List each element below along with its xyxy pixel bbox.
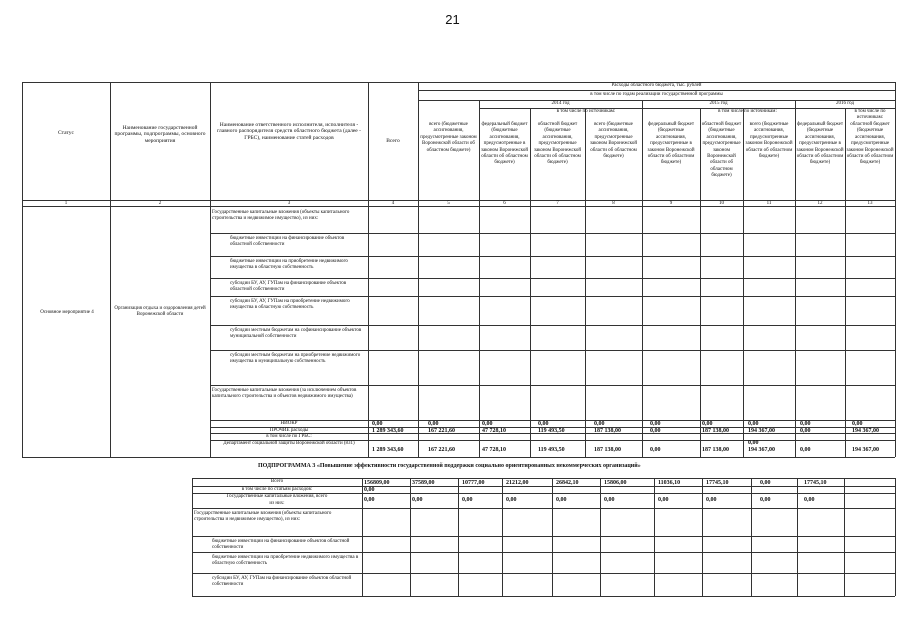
year-2015: 2015 год [709,101,728,106]
col-number-5: 5 [447,201,450,206]
section1-row-8: Государственные капитальные вложения (за исключением объектов капитального строительства и объектов недвижимого имущества) [212,388,357,400]
sources-2016: в том числе по источникам: [854,109,886,121]
col-line [410,478,411,596]
section1-row-2: бюджетные инвестиции на финансирование объектов областной собственности [230,236,345,248]
col-status: Статус [58,130,74,136]
prochie-value: 47 728,10 [482,428,506,434]
dept-value: 187 138,00 [702,447,729,453]
prochie-value: 194 367,00 [748,428,775,434]
col-line [552,478,553,596]
niokr-value: 0,00 [702,421,713,427]
row-line [210,278,895,279]
prochie-value: 187 138,00 [594,428,621,434]
section2-cap-value: 0,00 [658,497,669,503]
dept-value: 119 493,50 [538,447,565,453]
col-number-11: 11 [766,201,772,206]
row-line [210,385,895,386]
subprogram-title: ПОДПРОГРАММА 3 «Повышение эффективности государственной поддержки социально ориентированных некоммерческих организаций» [258,463,641,469]
dept-value: 194 367,00 [748,447,775,453]
section2-total-value: 17745,10 [706,480,729,486]
col-line [458,478,459,596]
row-line [192,552,895,553]
row-line [210,325,895,326]
col-line [895,478,896,596]
col-number-12: 12 [817,201,823,206]
section2-total-value: 15806,00 [604,480,627,486]
prochie-value: 1 289 343,60 [372,428,404,434]
col-total: Всего [386,138,400,144]
section1-row-4: субсидии БУ, АУ, ГУПам на финансирование объектов областной собственности [230,281,347,293]
row-line [192,536,895,537]
col-line [600,478,601,596]
col-number-3: 3 [287,201,291,206]
col-line [751,478,752,596]
niokr-value: 0,00 [800,421,811,427]
row-line [210,233,895,234]
col-line [702,478,703,596]
section2-cap-value: 0,00 [604,497,615,503]
section1-name: Организация отдыха и оздоровления детей Воронежской области [114,306,206,318]
col-head-8: федеральный бюджет (бюджетные ассигнования, предусмотренные в законом Воронежской области об областном бюджете) [796,122,844,166]
niokr-label: НИОКР [280,421,298,426]
section1-row-6: субсидии местным бюджетам на софинансирование объектов муниципальной собственности [230,328,362,340]
section2-bottom [192,596,895,597]
col-number-2: 2 [158,201,162,206]
dept-value: 1 289 343,60 [372,447,404,453]
col-number-1: 1 [64,201,68,206]
dept-value: 0,00 [800,447,811,453]
section2-total-value: 37589,00 [412,480,435,486]
section2-cap-value: 0,00 [506,497,517,503]
col-line [844,478,845,596]
dept-label: Департамент социальной защиты Воронежской области (831) [223,441,355,446]
row-line [210,296,895,297]
prochie-value: 0,00 [650,428,661,434]
section2-cap-value: 0,00 [412,497,423,503]
section1-row-1: Государственные капитальные вложения (объекты капитального строительства и недвижимое имущество), из них: [212,210,350,222]
section2-row-2: бюджетные инвестиции на финансирование объектов областной собственности [212,539,350,551]
section1-status: Основное мероприятие 4 [40,310,94,315]
prochie-value: 194 367,00 [852,428,879,434]
col-head-2: федеральный бюджет (бюджетные ассигнования, предусмотренные в законом Воронежской области об областном бюджете) [480,122,529,166]
col-number-6: 6 [503,201,506,206]
prochie-label: ПРОЧИЕ расходы [269,428,309,433]
sources-2015: в том числе по источникам: [718,109,777,114]
niokr-value: 0,00 [372,421,383,427]
section2-cap-sub: из них: [269,501,285,506]
col-head-1: всего (бюджетные ассигнования, предусмотренные законом Воронежской области об областном бюджете) [420,122,477,153]
col-number-8: 8 [612,201,615,206]
col-number-10: 10 [719,201,724,206]
col-head-3: областной бюджет (бюджетные ассигнования, предусмотренные законом Воронежской области об областном бюджете) [533,122,582,166]
section2-row-4: субсидии БУ, АУ, ГУПам на финансирование объектов областной собственности [212,576,352,588]
niokr-value: 0,00 [852,421,863,427]
col-number-13: 13 [867,201,873,206]
col-head-9: областной бюджет (бюджетные ассигнования, предусмотренные законом Воронежской области об областном бюджете) [846,122,894,166]
col-executor: Наименование ответственного исполнителя, исполнителя - главного распорядителя средств областного бюджета (далее - ГРБС), наименование статей расходов [217,122,361,141]
grbs-label: в том числе по ГРБС: [266,434,312,439]
section2-cap-value: 0,00 [706,497,717,503]
dept-value: 194 367,00 [852,447,879,453]
col-head-4: всего (бюджетные ассигнования, предусмотренные законом Воронежской области об областном бюджете) [589,122,638,160]
niokr-value: 0,00 [748,421,759,427]
row-line [192,573,895,574]
niokr-value: 0,00 [482,421,493,427]
section2-cap-value: 0,00 [760,497,771,503]
header-by-years: в том числе по годам реализации государственной программы [590,92,723,97]
col-number-4: 4 [391,201,395,206]
col-head-7: всего (бюджетные ассигнования, предусмотренные законом Воронежской области об областном бюджете) [745,122,793,160]
col-line [654,478,655,596]
col-line [210,82,211,457]
section2-total-value: 11036,10 [658,480,681,486]
page-number: 21 [445,12,460,27]
col-line [362,478,363,596]
header-expenses: Расходы областного бюджета, тыс. рублей [611,83,702,88]
section2-total-label: Всего [270,479,284,484]
col-name: Наименование государственной программы, подпрограммы, основного мероприятия [114,125,206,144]
row-line [210,256,895,257]
year-2014: 2014 год [551,101,570,106]
col-head-5: федеральный бюджет (бюджетные ассигнования, предусмотренные в законом Воронежской области об областном бюджете) [647,122,695,166]
section1-row-3: бюджетные инвестиции на приобретение недвижимого имущества в областную собственность [230,259,348,271]
col-line [895,82,896,457]
prochie-value: 119 493,50 [538,428,565,434]
col-line [22,82,23,457]
section2-total-value: 0,00 [760,480,771,486]
section1-row-7: субсидии местным бюджетам на приобретение недвижимого имущества в муниципальную собственность [230,353,361,365]
niokr-value: 0,00 [428,421,439,427]
section2-cap-value: 0,00 [804,497,815,503]
section2-cap-value: 0,00 [462,497,473,503]
section2-bygrbs-label: в том числе по статьям расходов: [241,487,313,492]
prochie-value: 0,00 [800,428,811,434]
dept-value: 187 138,00 [594,447,621,453]
section2-cap-label: Государственные капитальные вложения, всего [226,494,328,499]
col-line [110,82,111,457]
section2-total-value: 10777,00 [462,480,485,486]
section2-row-3: бюджетные инвестиции на приобретение недвижимого имущества в областную собственность [212,555,359,567]
col-line [502,478,503,596]
header-line [418,90,895,91]
col-line [797,478,798,596]
sources-2014: в том числе по источникам: [556,109,616,114]
col-number-9: 9 [669,201,673,206]
row-line [192,508,895,509]
dept-value: 167 221,60 [428,447,455,453]
section2-bygrbs-value: 0,00 [364,487,375,493]
section2-total-value: 17745,10 [804,480,827,486]
col-head-6: областной бюджет (бюджетные ассигнования, предусмотренные законом Воронежской области об областном бюджете) [701,122,742,179]
section2-total-value: 156809,00 [364,480,390,486]
row-line [210,350,895,351]
prochie-value: 187 138,00 [702,428,729,434]
section2-total-value: 21212,00 [506,480,529,486]
grbs-value: 0,00 [748,440,759,446]
niokr-value: 0,00 [538,421,549,427]
dept-value: 47 728,10 [482,447,506,453]
niokr-value: 0,00 [594,421,605,427]
col-number-7: 7 [556,201,559,206]
section2-cap-value: 0,00 [556,497,567,503]
section1-row-5: субсидии БУ, АУ, ГУПам на приобретение недвижимого имущества в областную собственность [230,299,350,311]
section2-total-value: 26842,10 [556,480,579,486]
dept-value: 0,00 [650,447,661,453]
niokr-value: 0,00 [650,421,661,427]
year-2016: 2016 год [835,101,855,106]
prochie-value: 167 221,60 [428,428,455,434]
section2-cap-value: 0,00 [364,497,375,503]
section1-bottom [22,457,895,458]
section2-row-1: Государственные капитальные вложения (объекты капитального строительства и недвижимое имущество), из них: [194,511,332,523]
